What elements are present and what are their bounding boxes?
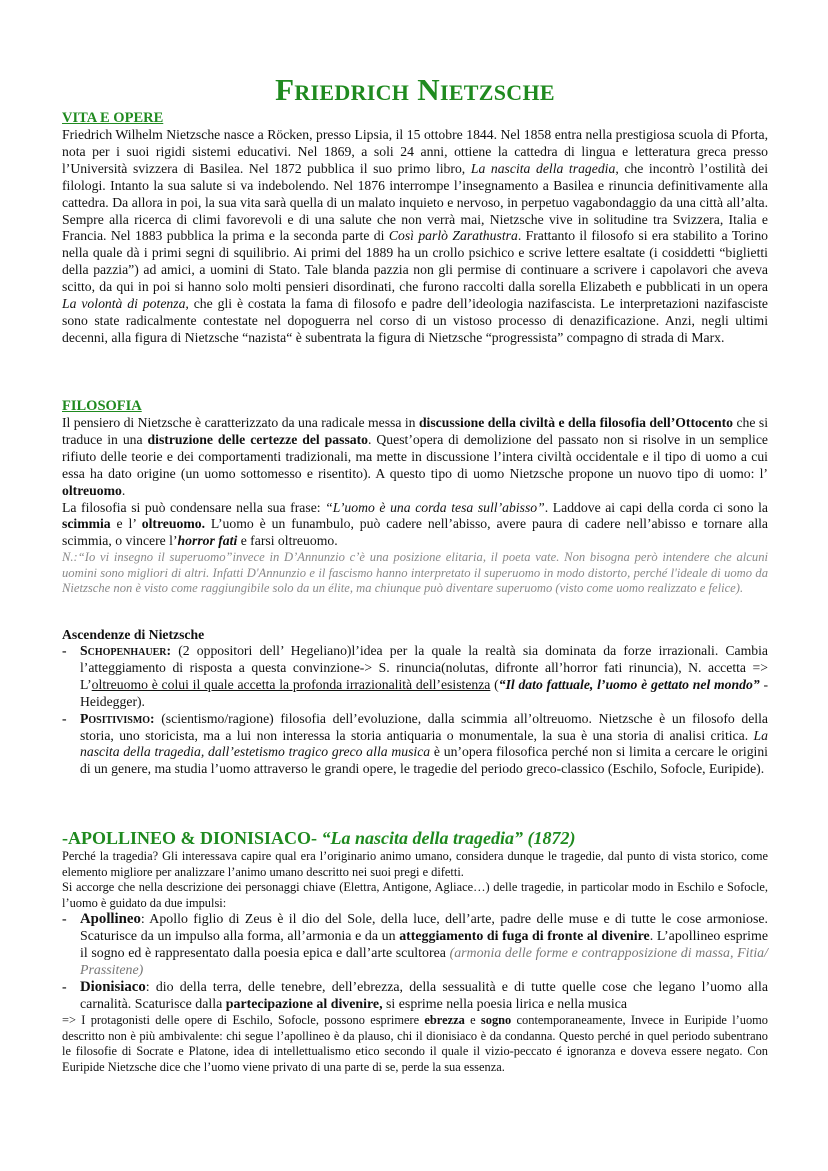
apollineo-heading-text: -APOLLINEO & DIONISIACO- <box>62 828 322 848</box>
filosofia-text: e l’ <box>110 516 142 532</box>
ascendenze-underlined: oltreuomo è colui il quale accetta la profonda irrazionalità dell’esistenza <box>91 676 491 692</box>
ascendenze-list <box>62 643 768 778</box>
filosofia-paragraph-2 <box>62 500 768 551</box>
ascendenze-text: è un’opera filosofica perché non si limita a cercare le origini di un genere, ma studia l’uomo attraverso le grandi opere, le tragedie del periodo greco-classico (Eschilo, Sofocle, Euripide). <box>80 744 768 777</box>
apollineo-term: Apollineo <box>80 911 141 927</box>
filosofia-note: N.:“Io vi insegno il superuomo”invece in D’Annunzio c’è una posizione elitaria, il poeta vate. Non bisogna però intendere che alcuni uomini sono migliori di altri. Infatti D'Annunzio e il fascismo hanno interpretato il superuomo in modo distorto, perché l'ideale di uomo da Nietzsche non è visto come raggiungibile solo da un élite, ma chiunque può diventare superuomo (visto come uomo realizzato e felice). <box>62 550 768 596</box>
list-item <box>62 643 768 711</box>
vita-text-4: che gli è costata la fama di filosofo e padre dell’ideologia nazifascista. Le interpretazioni nazifasciste sono state radicalmente contestate nel dopoguerra nel corso di un vistoso processo di denazificazione. Anzi, negli ultimi decenni, alla figura di Nietzsche “nazista“ è subentrata la figura di Nietzsche “progressista” compagno di strada di Marx. <box>62 296 768 345</box>
apollineo-aside: (armonia delle forme e contrapposizione di massa, Fitia/ Prassitene) <box>80 946 768 978</box>
conclusion-bold: ebrezza <box>424 1013 465 1027</box>
conclusion-bold: sogno <box>480 1013 512 1027</box>
filosofia-text: e farsi oltreuomo. <box>237 533 338 549</box>
positivismo-label: Positivismo: <box>80 710 155 726</box>
filosofia-bold: oltreuomo. <box>141 516 205 532</box>
vita-text-2: , che incontrò l’ostilità dei filologi. Intanto la sua salute si va indebolendo. Nel 1876 interrompe l’insegnamento a Basilea e rinuncia definitivamente alla cattedra. Da allora in poi, la sua vita sarà quella di un malato inquieto e nervoso, in perpetuo vagabondaggio da una città all’alta. Sempre alla ricerca di climi favorevoli e di una salute che non verrà mai, Nietzsche vive in solitudine tra Svizzera, Italia e Francia. Nel 1883 pubblica la prima e la seconda parte di <box>62 160 769 244</box>
apollineo-intro-2: Si accorge che nella descrizione dei personaggi chiave (Elettra, Antigone, Agliace…) delle tragedie, in particolar modo in Eschilo e Sofocle, l’uomo è guidato da due impulsi: <box>62 880 768 910</box>
filosofia-bold: scimmia <box>62 516 111 532</box>
ascendenze-text: (2 oppositori dell’ Hegeliano)l’idea per la quale la realtà sia dominata da forze irrazionali. Cambia l’atteggiamento di risposta a questa convinzione-> S. rinuncia(nolutas, difronte all’horror fati rinuncia), N. accetta => L’ <box>80 643 768 692</box>
dionisiaco-bold: partecipazione al divenire, <box>225 997 383 1012</box>
ascendenze-heading: Ascendenze di Nietzsche <box>62 627 205 642</box>
vita-title-zarathustra: Così parlò Zarathustra <box>388 228 518 244</box>
list-item <box>62 979 768 1013</box>
section-apollineo <box>62 827 768 1075</box>
vita-title-nascita: La nascita della tragedia <box>470 160 616 176</box>
vita-text-1: Friedrich Wilhelm Nietzsche nasce a Röcken, presso Lipsia, il 15 ottobre 1844. Nel 1858 entra nella prestigiosa scuola di Pforta, nota per i suoi rigidi sistemi educativi. Nel 1869, a soli 24 anni, ottiene la cattedra di lingua e letteratura greca presso l’Università svizzera di Basilea. Nel 1872 pubblica il suo primo libro, <box>62 127 768 176</box>
apollineo-heading <box>62 827 768 849</box>
filosofia-text: La filosofia si può condensare nella sua frase: <box>62 499 326 515</box>
filosofia-quote: “L’uomo è una corda tesa sull’abisso” <box>325 499 545 515</box>
conclusion-text: e <box>464 1013 481 1027</box>
bullet-dash: - <box>62 980 67 995</box>
filosofia-bold: oltreuomo <box>62 482 122 498</box>
section-filosofia <box>62 398 768 597</box>
page-title: Friedrich Nietzsche <box>275 72 555 107</box>
vita-title-volonta: La volontà di potenza, <box>62 296 189 312</box>
bullet-dash: - <box>62 912 67 927</box>
ascendenze-text: -Heidegger). <box>80 676 768 709</box>
filosofia-bold: discussione della civiltà e della filosofia dell’Ottocento <box>418 415 734 430</box>
ascendenze-text: ( <box>490 676 499 692</box>
apollineo-intro-1: Perché la tragedia? Gli interessava capire qual era l’originario animo umano, considera dunque le tragedie, dal punto di vista storico, come elemento migliore per analizzare l’animo umano descritto nei suoi pregi e difetti. <box>62 849 768 879</box>
impulsi-list <box>62 911 768 1013</box>
filosofia-text: . Laddove ai capi della corda ci sono la <box>544 499 768 515</box>
list-item <box>62 911 768 979</box>
filosofia-heading: FILOSOFIA <box>62 398 142 414</box>
dionisiaco-term: Dionisiaco <box>80 979 146 995</box>
filosofia-bold: distruzione delle certezze del passato <box>147 431 369 447</box>
bullet-dash: - <box>62 643 67 658</box>
filosofia-text: . <box>121 482 126 498</box>
dionisiaco-text: si esprime nella poesia lirica e nella musica <box>382 997 628 1012</box>
filosofia-text: Il pensiero di Nietzsche è caratterizzato da una radicale messa in <box>62 415 419 430</box>
filosofia-bold-italic: horror fati <box>177 533 238 549</box>
vita-paragraph <box>62 127 768 347</box>
section-vita <box>62 110 768 347</box>
apollineo-heading-title: “La nascita della tragedia” (1872) <box>321 828 576 848</box>
apollineo-conclusion <box>62 1013 768 1075</box>
bullet-dash: - <box>62 710 67 726</box>
section-ascendenze <box>62 626 768 778</box>
conclusion-text: => I protagonisti delle opere di Eschilo, Sofocle, possono esprimere <box>62 1013 425 1027</box>
list-item <box>62 711 768 779</box>
ascendenze-italic: La nascita della tragedia, dall’estetismo tragico greco alla musica <box>80 727 768 760</box>
vita-heading: VITA E OPERE <box>62 110 164 126</box>
filosofia-text: che si traduce in una <box>62 415 769 447</box>
filosofia-paragraph-1 <box>62 415 768 500</box>
dionisiaco-text: : dio della terra, delle tenebre, dell’ebrezza, della sessualità e di tutte quelle cose che legano l’uomo alla carnalità. Scaturisce dalla <box>80 980 768 1012</box>
heidegger-quote: “Il dato fattuale, l’uomo è gettato nel mondo” <box>498 676 760 692</box>
vita-text-3: . Frattanto il filosofo si era stabilito a Torino nella quale dà i primi segni di squilibrio. Ai primi del 1889 ha un crollo psichico e scrive lettere esaltate (i cosiddetti “biglietti della pazzia”) ad amici, a uomini di Stato. Tale blanda pazzia non gli permise di continuare a scrivere i capolavori che aveva scitto, da qui in poi si hanno solo molti pensieri disordinati, che furono raccolti dalla sorella Elizabeth e pubblicati in un opera <box>62 228 769 295</box>
apollineo-text: : Apollo figlio di Zeus è il dio del Sole, della luce, dell’arte, padre delle muse e di tutte le cose armoniose. Scaturisce da un impulso alla forma, all’armonia e da un <box>80 912 768 944</box>
filosofia-text: . Quest’opera di demolizione del passato non si risolve in un semplice rifiuto delle teorie e dei comportamenti tradizionali, ma mette in discussione l’intera civiltà occidentale e il tipo di uomo a cui essa ha dato origine (un uomo sottomesso e risentito). A questo tipo di uomo Nietzsche propone un nuovo tipo di uomo: l’ <box>62 431 768 481</box>
filosofia-text: L’uomo è un funambulo, può cadere nell’abisso, avere paura di cadere nell’abisso e tornare alla scimmia, o vincere l’ <box>62 516 768 549</box>
apollineo-bold: atteggiamento di fuga di fronte al divenire <box>399 929 650 944</box>
schopenhauer-label: Schopenhauer: <box>80 643 172 658</box>
apollineo-text: . L’apollineo esprime il sogno ed è rappresentato dalla poesia epica e dall’arte scultorea <box>80 929 768 961</box>
conclusion-text: contemporaneamente, Invece in Euripide l’uomo descritto non è più ambivalente: chi segue l’apollineo è da plauso, chi il dionisiaco è da condanna. Questo perché in quel periodo subentrano le filosofie di Socrate e Platone, idea di intellettualismo etico secondo il quale il vizio-peccato é ignoranza e doveva essere negato. Con Euripide Nietzsche dice che l’uomo viene privato di una parte di se, perde la sua essenza. <box>62 1013 768 1074</box>
ascendenze-text: (scientismo/ragione) filosofia dell’evoluzione, dalla scimmia all’oltreuomo. Nietzsche è un filosofo della storia, uno storicista, ma a lui non interessa la storia antiquaria o monumentale, la sua è una storia di analisi critica. <box>80 710 768 743</box>
